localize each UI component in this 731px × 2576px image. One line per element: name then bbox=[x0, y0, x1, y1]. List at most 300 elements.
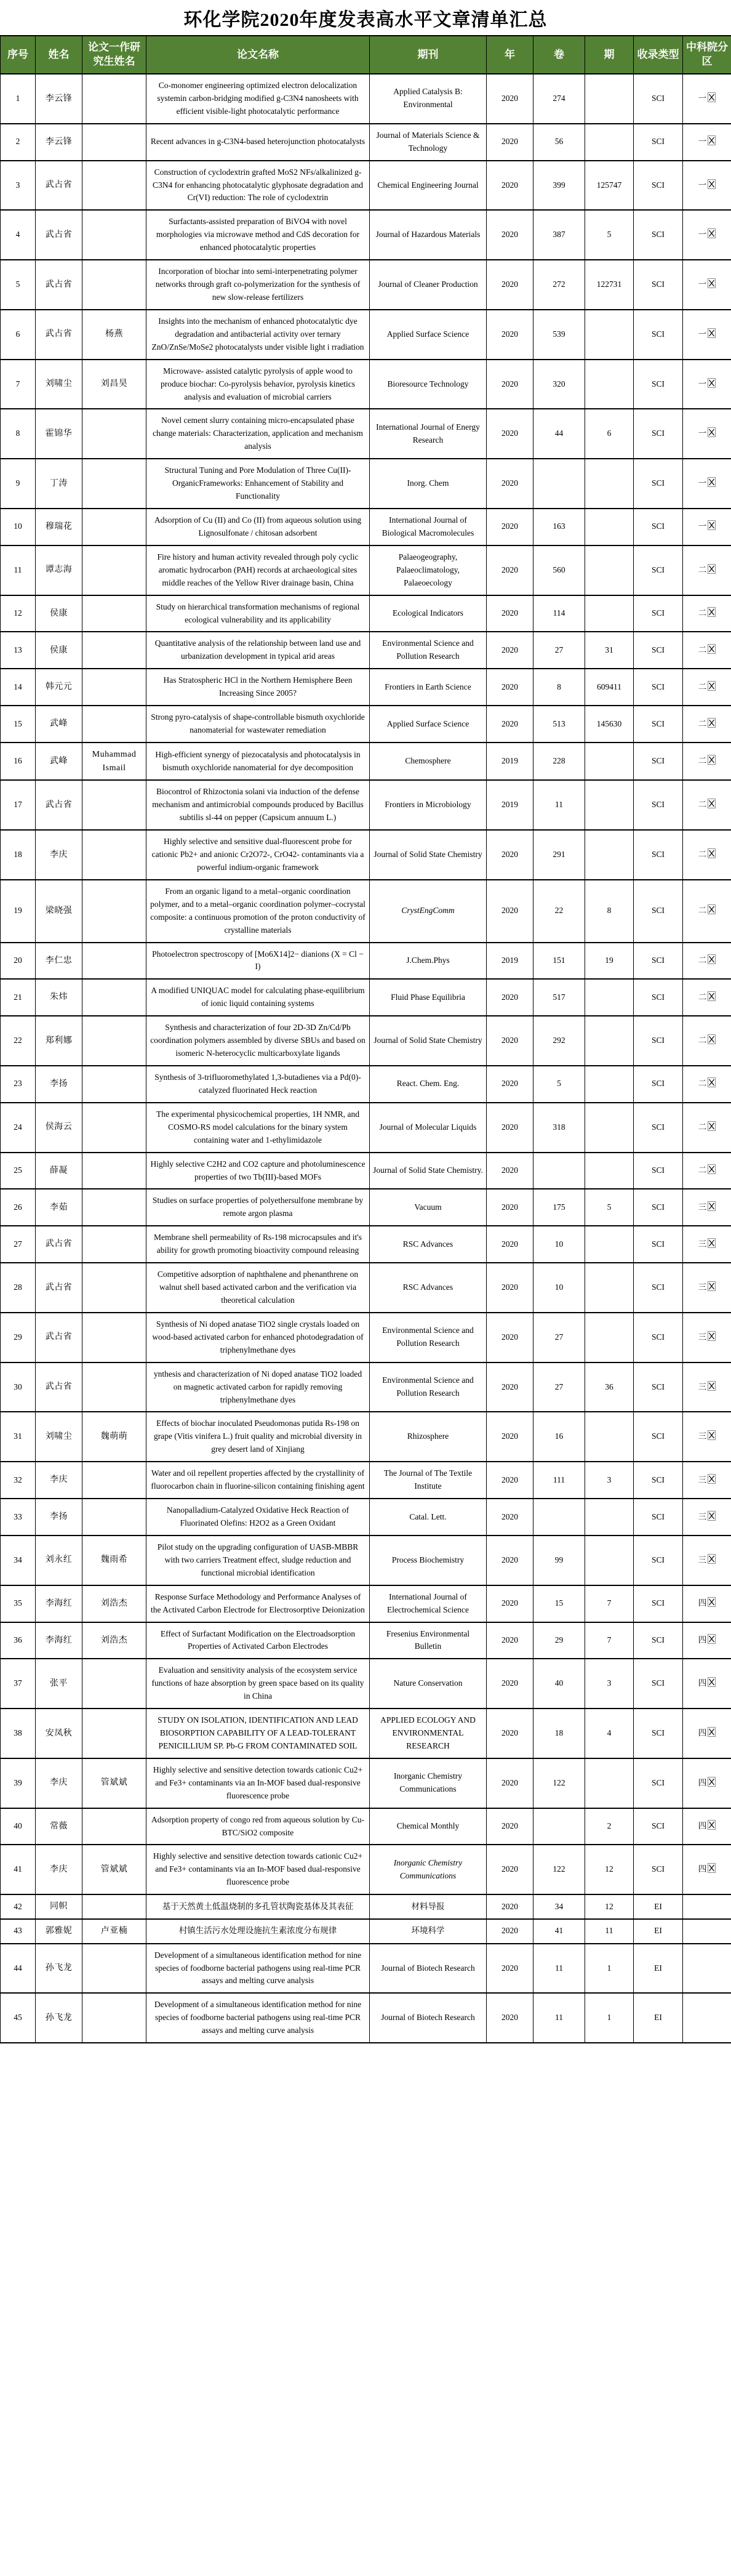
cell-index-type: SCI bbox=[634, 1016, 683, 1066]
table-row bbox=[1, 1066, 731, 1103]
cell-volume: 22 bbox=[533, 880, 585, 943]
cell-no: 22 bbox=[1, 1016, 36, 1066]
cell-year: 2020 bbox=[487, 1808, 533, 1845]
cell-paper-title: Highly selective C2H2 and CO2 capture and photoluminescence properties of two Tb(III)-based MOFs bbox=[146, 1153, 370, 1189]
cell-student bbox=[82, 1808, 146, 1845]
cell-no: 11 bbox=[1, 545, 36, 595]
cell-student bbox=[82, 1103, 146, 1153]
cell-student bbox=[82, 74, 146, 124]
cell-no: 38 bbox=[1, 1709, 36, 1758]
cell-no: 35 bbox=[1, 1585, 36, 1622]
cell-issue: 145630 bbox=[585, 706, 634, 743]
cell-issue bbox=[585, 743, 634, 780]
cell-index-type: SCI bbox=[634, 1808, 683, 1845]
col-header-student: 论文一作研究生姓名 bbox=[82, 36, 146, 74]
cell-index-type: EI bbox=[634, 1944, 683, 1994]
cell-volume: 40 bbox=[533, 1659, 585, 1709]
cell-name: 侯康 bbox=[36, 595, 82, 632]
cell-issue bbox=[585, 124, 634, 161]
cell-year: 2020 bbox=[487, 545, 533, 595]
cell-division bbox=[683, 1313, 731, 1362]
cell-year: 2020 bbox=[487, 1944, 533, 1994]
cell-year: 2020 bbox=[487, 1622, 533, 1659]
region-box-glyph-icon bbox=[708, 1121, 716, 1131]
cell-year: 2020 bbox=[487, 1709, 533, 1758]
cas-division-text: 二 bbox=[698, 956, 707, 965]
cell-year: 2020 bbox=[487, 1153, 533, 1189]
cell-journal: Chemical Engineering Journal bbox=[370, 161, 487, 211]
cell-volume: 517 bbox=[533, 979, 585, 1016]
cell-issue bbox=[585, 545, 634, 595]
cell-issue bbox=[585, 1499, 634, 1536]
cell-year: 2020 bbox=[487, 1313, 533, 1362]
cell-index-type: SCI bbox=[634, 1263, 683, 1313]
cell-student bbox=[82, 1499, 146, 1536]
cell-student: 刘浩杰 bbox=[82, 1622, 146, 1659]
cell-volume: 274 bbox=[533, 74, 585, 124]
cell-student bbox=[82, 943, 146, 980]
cell-student bbox=[82, 632, 146, 669]
cas-division-text: 三 bbox=[698, 1282, 707, 1292]
cell-paper-title: Construction of cyclodextrin grafted MoS2 NFs/alkalinized g-C3N4 for enhancing photocatalytic glyphosate degradation and Cr(VI) reduction: The role of cyclodextrin bbox=[146, 161, 370, 211]
region-box-glyph-icon bbox=[708, 1381, 716, 1391]
cell-journal: 环境科学 bbox=[370, 1919, 487, 1944]
cell-no: 2 bbox=[1, 124, 36, 161]
cell-journal: Catal. Lett. bbox=[370, 1499, 487, 1536]
cell-index-type: SCI bbox=[634, 1153, 683, 1189]
cell-journal: Fresenius Environmental Bulletin bbox=[370, 1622, 487, 1659]
cell-student: 刘昌昊 bbox=[82, 360, 146, 409]
paper-list-table bbox=[0, 35, 731, 2043]
col-header-no: 序号 bbox=[1, 36, 36, 74]
cell-division bbox=[683, 1993, 731, 2043]
cell-division bbox=[683, 1536, 731, 1585]
cell-division bbox=[683, 1016, 731, 1066]
cell-paper-title: Effect of Surfactant Modification on the Electroadsorption Properties of Activated Carbon Electrodes bbox=[146, 1622, 370, 1659]
cell-division bbox=[683, 632, 731, 669]
cell-division bbox=[683, 830, 731, 880]
cell-issue: 5 bbox=[585, 210, 634, 260]
region-box-glyph-icon bbox=[708, 1727, 716, 1737]
cas-division-text: 一 bbox=[698, 429, 707, 438]
cas-division-text: 三 bbox=[698, 1332, 707, 1342]
cell-student bbox=[82, 595, 146, 632]
cell-journal: International Journal of Energy Research bbox=[370, 409, 487, 459]
table-row bbox=[1, 1944, 731, 1994]
cell-year: 2020 bbox=[487, 459, 533, 509]
table-row bbox=[1, 1462, 731, 1499]
cas-division-text: 三 bbox=[698, 1382, 707, 1391]
cell-issue: 7 bbox=[585, 1585, 634, 1622]
cell-year: 2019 bbox=[487, 780, 533, 830]
cell-paper-title: Co-monomer engineering optimized electron delocalization systemin carbon-bridging modified g-C3N4 nanosheets with efficient visible-light photocatalytic performance bbox=[146, 74, 370, 124]
region-box-glyph-icon bbox=[708, 1201, 716, 1211]
cell-index-type: EI bbox=[634, 1894, 683, 1919]
table-row bbox=[1, 1659, 731, 1709]
cell-year: 2020 bbox=[487, 360, 533, 409]
cell-student bbox=[82, 880, 146, 943]
cell-student bbox=[82, 1153, 146, 1189]
cell-no: 40 bbox=[1, 1808, 36, 1845]
table-row bbox=[1, 310, 731, 360]
cell-student bbox=[82, 706, 146, 743]
cas-division-text: 四 bbox=[698, 1598, 707, 1608]
cell-year: 2020 bbox=[487, 161, 533, 211]
cell-journal: 材料导报 bbox=[370, 1894, 487, 1919]
cell-name: 霍锦华 bbox=[36, 409, 82, 459]
cell-name: 武占省 bbox=[36, 780, 82, 830]
cell-issue: 4 bbox=[585, 1709, 634, 1758]
cell-year: 2020 bbox=[487, 1412, 533, 1462]
cell-year: 2020 bbox=[487, 1536, 533, 1585]
cell-division bbox=[683, 1189, 731, 1226]
table-row bbox=[1, 1894, 731, 1919]
cell-year: 2020 bbox=[487, 1758, 533, 1808]
cas-division-text: 一 bbox=[698, 180, 707, 190]
cell-issue bbox=[585, 1153, 634, 1189]
table-row bbox=[1, 545, 731, 595]
cell-volume: 318 bbox=[533, 1103, 585, 1153]
cell-name: 李云锋 bbox=[36, 74, 82, 124]
cell-no: 37 bbox=[1, 1659, 36, 1709]
cell-index-type: SCI bbox=[634, 1066, 683, 1103]
cell-year: 2020 bbox=[487, 632, 533, 669]
cell-volume: 10 bbox=[533, 1226, 585, 1263]
cell-issue: 8 bbox=[585, 880, 634, 943]
cell-no: 1 bbox=[1, 74, 36, 124]
cell-paper-title: The experimental physicochemical properties, 1H NMR, and COSMO-RS model calculations for the binary system containing water and 1-ethylimidazole bbox=[146, 1103, 370, 1153]
col-header-journal: 期刊 bbox=[370, 36, 487, 74]
cell-name: 同帜 bbox=[36, 1894, 82, 1919]
table-row bbox=[1, 1993, 731, 2043]
cell-issue bbox=[585, 1016, 634, 1066]
cell-volume: 387 bbox=[533, 210, 585, 260]
cell-division bbox=[683, 979, 731, 1016]
cell-division bbox=[683, 780, 731, 830]
cell-student bbox=[82, 1462, 146, 1499]
cell-paper-title: Biocontrol of Rhizoctonia solani via induction of the defense mechanism and antimicrobial compounds produced by Bacillus subtilis sl-44 on pepper (Capsicum annuum L.) bbox=[146, 780, 370, 830]
table-row bbox=[1, 880, 731, 943]
cell-year: 2019 bbox=[487, 943, 533, 980]
cell-journal: Frontiers in Earth Science bbox=[370, 669, 487, 706]
cell-journal: Journal of Biotech Research bbox=[370, 1993, 487, 2043]
table-row bbox=[1, 979, 731, 1016]
region-box-glyph-icon bbox=[708, 1077, 716, 1087]
cell-division bbox=[683, 1659, 731, 1709]
cell-index-type: SCI bbox=[634, 780, 683, 830]
cell-journal: Vacuum bbox=[370, 1189, 487, 1226]
region-box-glyph-icon bbox=[708, 904, 716, 914]
cell-name: 侯康 bbox=[36, 632, 82, 669]
table-row bbox=[1, 409, 731, 459]
cell-paper-title: Adsorption of Cu (II) and Co (II) from aqueous solution using Lignosulfonate / chitosan adsorbent bbox=[146, 509, 370, 545]
cell-paper-title: Response Surface Methodology and Performance Analyses of the Activated Carbon Electrode for Electrosorptive Deionization bbox=[146, 1585, 370, 1622]
cell-index-type: EI bbox=[634, 1993, 683, 2043]
cell-no: 17 bbox=[1, 780, 36, 830]
cell-division bbox=[683, 74, 731, 124]
table-row bbox=[1, 1313, 731, 1362]
table-row bbox=[1, 1226, 731, 1263]
col-header-year: 年 bbox=[487, 36, 533, 74]
cell-year: 2020 bbox=[487, 124, 533, 161]
cell-division bbox=[683, 706, 731, 743]
table-row bbox=[1, 1153, 731, 1189]
region-box-glyph-icon bbox=[708, 1863, 716, 1873]
cell-index-type: SCI bbox=[634, 595, 683, 632]
cell-name: 丁涛 bbox=[36, 459, 82, 509]
region-box-glyph-icon bbox=[708, 92, 716, 102]
cell-paper-title: Pilot study on the upgrading configuration of UASB-MBBR with two carriers Treatment effect, sludge reduction and functional microbial identification bbox=[146, 1536, 370, 1585]
cell-name: 郭雅妮 bbox=[36, 1919, 82, 1944]
cell-issue: 11 bbox=[585, 1919, 634, 1944]
region-box-glyph-icon bbox=[708, 1034, 716, 1044]
cell-paper-title: Development of a simultaneous identification method for nine species of foodborne bacterial pathogens using real-time PCR assays and melting curve analysis bbox=[146, 1944, 370, 1994]
cell-no: 20 bbox=[1, 943, 36, 980]
cell-index-type: EI bbox=[634, 1919, 683, 1944]
cell-journal: Journal of Cleaner Production bbox=[370, 260, 487, 310]
cell-year: 2020 bbox=[487, 706, 533, 743]
cell-journal: Journal of Hazardous Materials bbox=[370, 210, 487, 260]
region-box-glyph-icon bbox=[708, 520, 716, 530]
cell-index-type: SCI bbox=[634, 459, 683, 509]
cell-year: 2020 bbox=[487, 1016, 533, 1066]
cell-issue: 31 bbox=[585, 632, 634, 669]
table-row bbox=[1, 1103, 731, 1153]
cell-name: 李海红 bbox=[36, 1585, 82, 1622]
cell-index-type: SCI bbox=[634, 124, 683, 161]
cell-year: 2020 bbox=[487, 1189, 533, 1226]
cell-no: 5 bbox=[1, 260, 36, 310]
cell-journal: CrystEngComm bbox=[370, 880, 487, 943]
cell-journal: Ecological Indicators bbox=[370, 595, 487, 632]
cell-index-type: SCI bbox=[634, 509, 683, 545]
cell-no: 8 bbox=[1, 409, 36, 459]
cell-volume: 34 bbox=[533, 1894, 585, 1919]
table-row bbox=[1, 1536, 731, 1585]
cell-year: 2020 bbox=[487, 210, 533, 260]
cell-division bbox=[683, 260, 731, 310]
cas-division-text: 二 bbox=[698, 1079, 707, 1089]
cell-index-type: SCI bbox=[634, 743, 683, 780]
cas-division-text: 二 bbox=[698, 756, 707, 766]
region-box-glyph-icon bbox=[708, 1677, 716, 1687]
table-row bbox=[1, 669, 731, 706]
cell-paper-title: Recent advances in g-C3N4-based heterojunction photocatalysts bbox=[146, 124, 370, 161]
cell-volume: 16 bbox=[533, 1412, 585, 1462]
cell-student bbox=[82, 1313, 146, 1362]
cell-volume: 56 bbox=[533, 124, 585, 161]
cell-volume: 27 bbox=[533, 1313, 585, 1362]
region-box-glyph-icon bbox=[708, 799, 716, 808]
cell-journal: Palaeogeography, Palaeoclimatology, Palaeoecology bbox=[370, 545, 487, 595]
cell-issue: 609411 bbox=[585, 669, 634, 706]
cas-division-text: 三 bbox=[698, 1431, 707, 1441]
cell-no: 44 bbox=[1, 1944, 36, 1994]
table-row bbox=[1, 124, 731, 161]
cas-division-text: 四 bbox=[698, 1678, 707, 1688]
table-row bbox=[1, 1585, 731, 1622]
cell-journal: RSC Advances bbox=[370, 1226, 487, 1263]
cas-division-text: 一 bbox=[698, 478, 707, 488]
cas-division-text: 三 bbox=[698, 1555, 707, 1564]
cell-paper-title: Structural Tuning and Pore Modulation of Three Cu(II)-OrganicFrameworks: Enhancement of Stability and Functionality bbox=[146, 459, 370, 509]
table-row bbox=[1, 1362, 731, 1412]
cell-issue: 7 bbox=[585, 1622, 634, 1659]
cell-issue bbox=[585, 1412, 634, 1462]
table-row bbox=[1, 1845, 731, 1894]
cell-division bbox=[683, 1226, 731, 1263]
table-row bbox=[1, 706, 731, 743]
cell-no: 6 bbox=[1, 310, 36, 360]
cell-year: 2020 bbox=[487, 1499, 533, 1536]
cell-volume: 10 bbox=[533, 1263, 585, 1313]
cell-paper-title: Surfactants-assisted preparation of BiVO4 with novel morphologies via microwave method and CdS decoration for enhanced photocatalytic properties bbox=[146, 210, 370, 260]
region-box-glyph-icon bbox=[708, 228, 716, 238]
table-row bbox=[1, 830, 731, 880]
cell-index-type: SCI bbox=[634, 1226, 683, 1263]
cell-name: 李云锋 bbox=[36, 124, 82, 161]
cell-division bbox=[683, 1585, 731, 1622]
cell-paper-title: Quantitative analysis of the relationship between land use and urbanization development in typical arid areas bbox=[146, 632, 370, 669]
cell-division bbox=[683, 1153, 731, 1189]
cell-student bbox=[82, 1362, 146, 1412]
cell-year: 2020 bbox=[487, 595, 533, 632]
region-box-glyph-icon bbox=[708, 1474, 716, 1484]
cas-division-text: 二 bbox=[698, 682, 707, 691]
cell-issue: 5 bbox=[585, 1189, 634, 1226]
cell-issue bbox=[585, 1066, 634, 1103]
cas-division-text: 二 bbox=[698, 850, 707, 859]
cell-paper-title: Adsorption property of congo red from aqueous solution by Cu-BTC/SiO2 composite bbox=[146, 1808, 370, 1845]
cell-name: 李海红 bbox=[36, 1622, 82, 1659]
cell-journal: Chemical Monthly bbox=[370, 1808, 487, 1845]
cell-student bbox=[82, 1659, 146, 1709]
cell-name: 武峰 bbox=[36, 706, 82, 743]
cell-student bbox=[82, 545, 146, 595]
header-row bbox=[1, 36, 731, 74]
cas-division-text: 二 bbox=[698, 718, 707, 728]
cell-journal: Journal of Materials Science & Technology bbox=[370, 124, 487, 161]
cell-name: 武占省 bbox=[36, 161, 82, 211]
cell-no: 19 bbox=[1, 880, 36, 943]
cell-volume: 27 bbox=[533, 1362, 585, 1412]
cell-volume: 175 bbox=[533, 1189, 585, 1226]
cell-volume: 114 bbox=[533, 595, 585, 632]
cell-index-type: SCI bbox=[634, 161, 683, 211]
cell-volume: 292 bbox=[533, 1016, 585, 1066]
cell-paper-title: Water and oil repellent properties affected by the crystallinity of fluorocarbon chain in fluorine-silicon containing finishing agent bbox=[146, 1462, 370, 1499]
cell-journal: Process Biochemistry bbox=[370, 1536, 487, 1585]
table-row bbox=[1, 509, 731, 545]
cell-student: 杨燕 bbox=[82, 310, 146, 360]
cell-division bbox=[683, 509, 731, 545]
cell-name: 武占省 bbox=[36, 1362, 82, 1412]
cas-division-text: 三 bbox=[698, 1475, 707, 1484]
cas-division-text: 四 bbox=[698, 1728, 707, 1738]
cell-year: 2020 bbox=[487, 830, 533, 880]
cas-division-text: 二 bbox=[698, 608, 707, 618]
cas-division-text: 二 bbox=[698, 800, 707, 810]
cell-journal: Chemosphere bbox=[370, 743, 487, 780]
cell-student bbox=[82, 669, 146, 706]
cell-index-type: SCI bbox=[634, 1499, 683, 1536]
cell-no: 32 bbox=[1, 1462, 36, 1499]
cell-journal: Inorganic Chemistry Communications bbox=[370, 1845, 487, 1894]
cell-paper-title: Highly selective and sensitive detection towards cationic Cu2+ and Fe3+ contaminants via an In-MOF based dual-responsive fluorescence probe bbox=[146, 1845, 370, 1894]
cell-issue bbox=[585, 360, 634, 409]
cell-volume: 122 bbox=[533, 1758, 585, 1808]
cell-student: 管斌斌 bbox=[82, 1758, 146, 1808]
cell-issue bbox=[585, 979, 634, 1016]
table-row bbox=[1, 1622, 731, 1659]
cell-journal: Applied Surface Science bbox=[370, 706, 487, 743]
cell-paper-title: Competitive adsorption of naphthalene and phenanthrene on walnut shell based activated carbon and the verification via theoretical calculation bbox=[146, 1263, 370, 1313]
table-row bbox=[1, 1499, 731, 1536]
cell-index-type: SCI bbox=[634, 260, 683, 310]
cas-division-text: 二 bbox=[698, 1165, 707, 1175]
cell-volume bbox=[533, 1153, 585, 1189]
cell-year: 2020 bbox=[487, 880, 533, 943]
cell-volume: 99 bbox=[533, 1536, 585, 1585]
region-box-glyph-icon bbox=[708, 135, 716, 145]
cell-index-type: SCI bbox=[634, 545, 683, 595]
cell-index-type: SCI bbox=[634, 310, 683, 360]
col-header-index-type: 收录类型 bbox=[634, 36, 683, 74]
cell-index-type: SCI bbox=[634, 1189, 683, 1226]
cell-no: 42 bbox=[1, 1894, 36, 1919]
cell-no: 43 bbox=[1, 1919, 36, 1944]
cell-journal: Rhizosphere bbox=[370, 1412, 487, 1462]
cell-student bbox=[82, 830, 146, 880]
table-row bbox=[1, 459, 731, 509]
cell-issue: 125747 bbox=[585, 161, 634, 211]
cell-no: 18 bbox=[1, 830, 36, 880]
region-box-glyph-icon bbox=[708, 1777, 716, 1787]
cell-division bbox=[683, 1758, 731, 1808]
cell-student bbox=[82, 409, 146, 459]
cell-name: 武占省 bbox=[36, 1313, 82, 1362]
table-row bbox=[1, 632, 731, 669]
cell-name: 侯海云 bbox=[36, 1103, 82, 1153]
cell-year: 2020 bbox=[487, 1226, 533, 1263]
cell-name: 李庆 bbox=[36, 830, 82, 880]
cell-no: 10 bbox=[1, 509, 36, 545]
col-header-volume: 卷 bbox=[533, 36, 585, 74]
cell-paper-title: Microwave- assisted catalytic pyrolysis of apple wood to produce biochar: Co-pyrolysis behavior, pyrolysis kinetics analysis and evaluation of microbial carriers bbox=[146, 360, 370, 409]
cas-division-text: 四 bbox=[698, 1635, 707, 1644]
cell-paper-title: Development of a simultaneous identification method for nine species of foodborne bacterial pathogens using real-time PCR assays and melting curve analysis bbox=[146, 1993, 370, 2043]
cell-name: 刘啸尘 bbox=[36, 1412, 82, 1462]
table-header bbox=[1, 36, 731, 74]
cell-name: 李庆 bbox=[36, 1462, 82, 1499]
cell-journal: Journal of Solid State Chemistry. bbox=[370, 1153, 487, 1189]
cell-student bbox=[82, 1709, 146, 1758]
cell-division bbox=[683, 360, 731, 409]
cell-index-type: SCI bbox=[634, 1462, 683, 1499]
cell-name: 李仁忠 bbox=[36, 943, 82, 980]
cell-division bbox=[683, 1499, 731, 1536]
cell-issue: 122731 bbox=[585, 260, 634, 310]
region-box-glyph-icon bbox=[708, 1331, 716, 1341]
cell-student bbox=[82, 1066, 146, 1103]
cell-name: 安凤秋 bbox=[36, 1709, 82, 1758]
cell-journal: International Journal of Biological Macromolecules bbox=[370, 509, 487, 545]
cell-issue: 1 bbox=[585, 1944, 634, 1994]
col-header-paper-title: 论文名称 bbox=[146, 36, 370, 74]
cell-student bbox=[82, 780, 146, 830]
cell-division bbox=[683, 1263, 731, 1313]
cell-index-type: SCI bbox=[634, 706, 683, 743]
